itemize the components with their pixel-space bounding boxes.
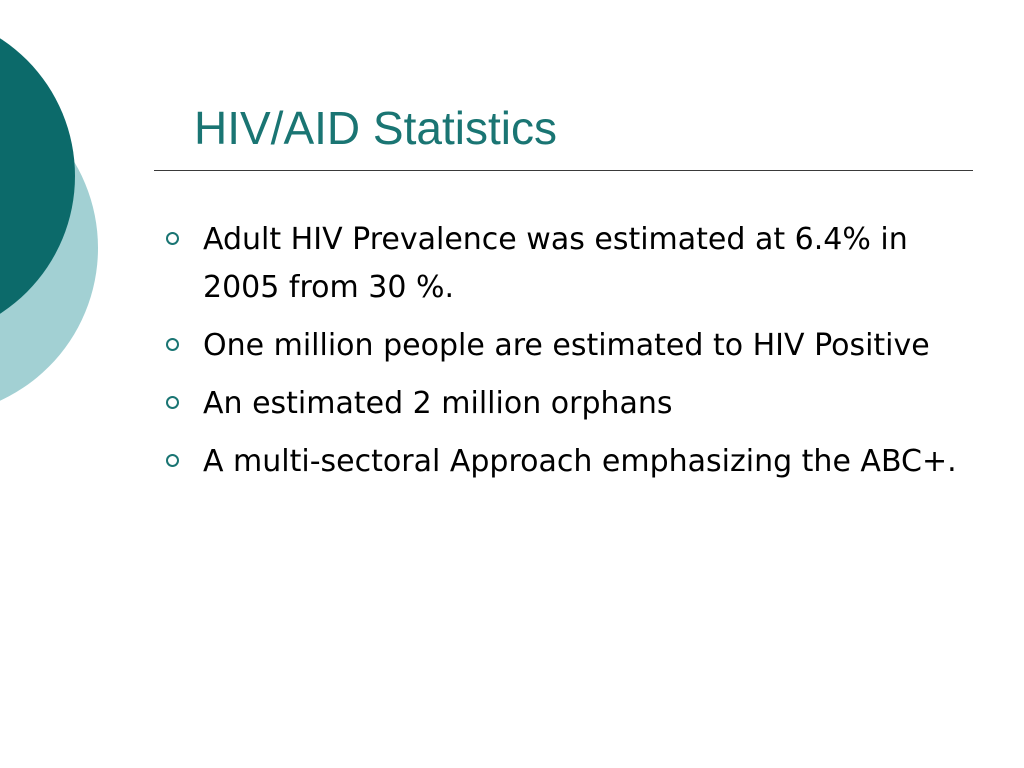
hollow-circle-bullet-icon [166,454,179,467]
bullet-item [160,438,960,486]
hollow-circle-bullet-icon [166,232,179,245]
bullet-text: Adult HIV Prevalence was estimated at 6.4% in 2005 from 30 %. [203,222,908,305]
bullet-text: A multi-sectoral Approach emphasizing the ABC+. [203,444,957,479]
slide-title: HIV/AID Statistics [194,102,557,154]
bullet-item [160,216,960,312]
bullet-text: An estimated 2 million orphans [203,386,673,421]
hollow-circle-bullet-icon [166,396,179,409]
bullet-item [160,322,960,370]
bullet-text: One million people are estimated to HIV Positive [203,328,930,363]
title-divider [154,170,973,171]
bullet-list [160,216,960,496]
hollow-circle-bullet-icon [166,338,179,351]
bullet-item [160,380,960,428]
